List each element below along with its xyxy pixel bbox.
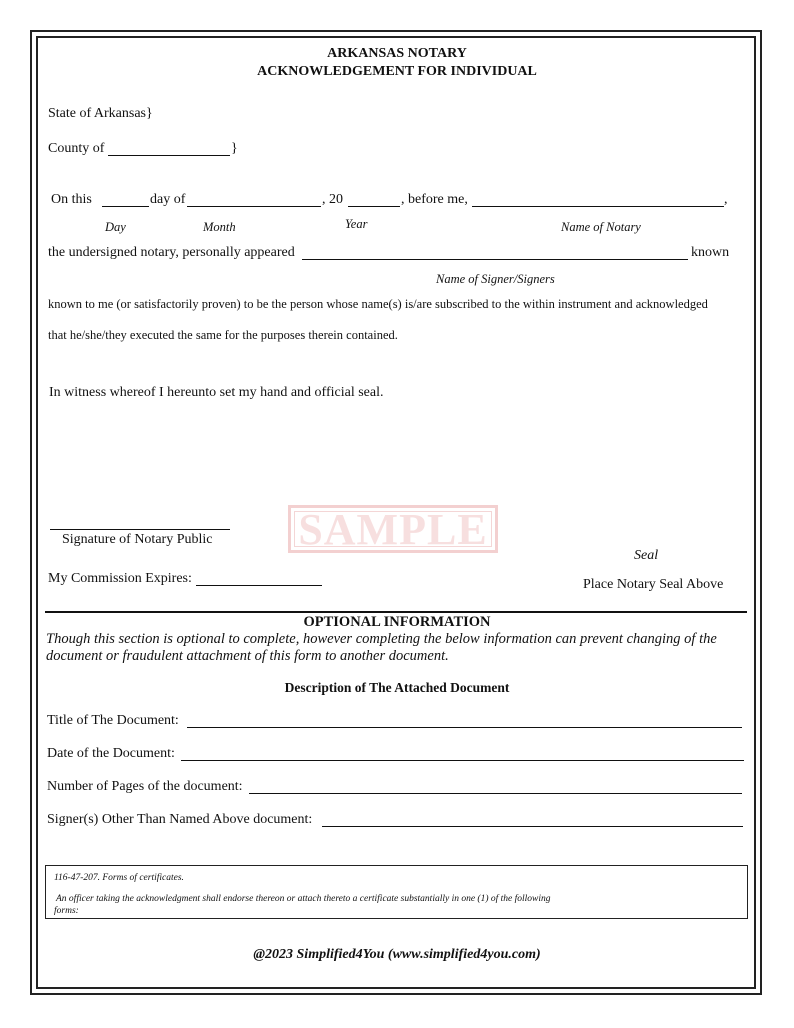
witness-text: In witness whereof I hereunto set my hand and official seal. bbox=[49, 385, 384, 400]
doc-pages-field[interactable] bbox=[249, 793, 742, 794]
seal-caption: Place Notary Seal Above bbox=[583, 577, 724, 592]
year-field[interactable] bbox=[348, 206, 400, 207]
seal-label: Seal bbox=[634, 548, 659, 563]
signature-label: Signature of Notary Public bbox=[62, 532, 213, 547]
doc-date-label: Date of the Document: bbox=[47, 746, 175, 761]
state-label: State of Arkansas} bbox=[48, 106, 153, 121]
appeared-label: the undersigned notary, personally appeared bbox=[48, 245, 295, 260]
doc-pages-label: Number of Pages of the document: bbox=[47, 779, 243, 794]
county-close-brace: } bbox=[231, 141, 238, 156]
before-me-label: , before me, bbox=[401, 192, 468, 207]
day-of-label: day of bbox=[150, 192, 186, 207]
section-divider bbox=[45, 611, 747, 613]
trailing-comma: , bbox=[724, 192, 728, 207]
caption-month: Month bbox=[203, 220, 236, 234]
statute-text-line1: An officer taking the acknowledgment shall endorse thereon or attach thereto a certificate substantially in one (1) of the following bbox=[56, 894, 551, 904]
commission-label: My Commission Expires: bbox=[48, 571, 192, 586]
other-signers-label: Signer(s) Other Than Named Above document: bbox=[47, 812, 313, 827]
known-label: known bbox=[691, 245, 730, 260]
county-field[interactable] bbox=[108, 155, 230, 156]
form-title-line2: ACKNOWLEDGEMENT FOR INDIVIDUAL bbox=[257, 64, 537, 79]
caption-notary: Name of Notary bbox=[561, 220, 641, 234]
month-field[interactable] bbox=[187, 206, 321, 207]
day-field[interactable] bbox=[102, 206, 149, 207]
doc-title-label: Title of The Document: bbox=[47, 713, 179, 728]
caption-signer: Name of Signer/Signers bbox=[436, 272, 555, 286]
doc-title-field[interactable] bbox=[187, 727, 742, 728]
optional-heading: OPTIONAL INFORMATION bbox=[303, 614, 491, 630]
attached-doc-subheading: Description of The Attached Document bbox=[284, 680, 510, 695]
notary-signature-field[interactable] bbox=[50, 529, 230, 530]
statute-heading: 116-47-207. Forms of certificates. bbox=[54, 873, 184, 883]
form-title-line1: ARKANSAS NOTARY bbox=[327, 46, 467, 61]
other-signers-field[interactable] bbox=[322, 826, 743, 827]
acknowledgement-text-line1: known to me (or satisfactorily proven) to be the person whose name(s) is/are subscribed to the within instrument and acknowledged bbox=[48, 297, 708, 311]
notary-name-field[interactable] bbox=[472, 206, 724, 207]
doc-date-field[interactable] bbox=[181, 760, 744, 761]
commission-expires-field[interactable] bbox=[196, 585, 322, 586]
statute-text-line2: forms: bbox=[54, 906, 79, 916]
sample-watermark: SAMPLE bbox=[288, 505, 498, 553]
caption-year: Year bbox=[345, 217, 368, 231]
footer-copyright: @2023 Simplified4You (www.simplified4you.com) bbox=[253, 947, 541, 962]
year-prefix-label: , 20 bbox=[322, 192, 343, 207]
caption-day: Day bbox=[105, 220, 126, 234]
signer-name-field[interactable] bbox=[302, 259, 688, 260]
on-this-label: On this bbox=[51, 192, 92, 207]
acknowledgement-text-line2: that he/she/they executed the same for the purposes therein contained. bbox=[48, 328, 398, 342]
optional-intro: Though this section is optional to complete, however completing the below information can prevent changing of the document or fraudulent attachment of this form to another document. bbox=[46, 631, 717, 664]
county-label: County of bbox=[48, 141, 105, 156]
